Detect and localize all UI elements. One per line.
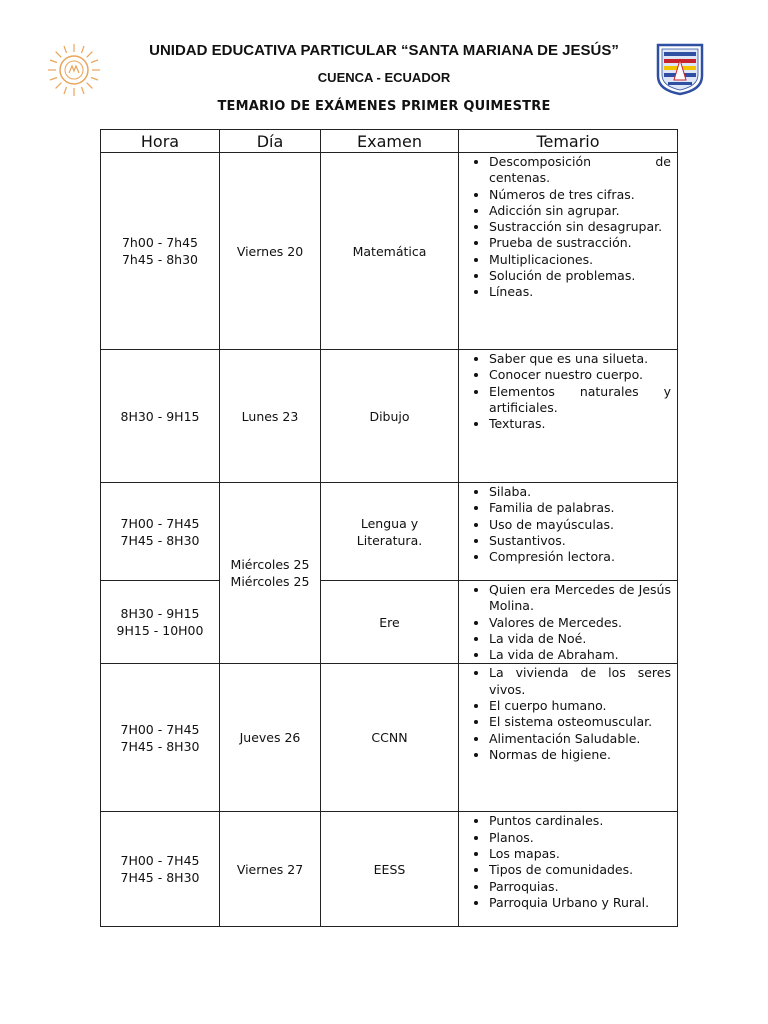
temario-item: • El sistema osteomuscular.: [489, 714, 671, 730]
temario-cell: [459, 350, 678, 483]
examen-text: Matemática: [352, 243, 427, 259]
dia-cell: [220, 664, 321, 812]
temario-item: • Normas de higiene.: [489, 747, 671, 763]
temario-item: • Prueba de sustracción.: [489, 235, 671, 251]
table-row: [101, 812, 678, 927]
examen-cell: [321, 350, 459, 483]
page-title: TEMARIO DE EXÁMENES PRIMER QUIMESTRE: [217, 99, 551, 114]
hora-text: 7H00 - 7H45: [120, 853, 200, 869]
column-header-examen: Examen: [321, 130, 459, 153]
temario-item: • Elementos naturales y artificiales.: [489, 384, 671, 417]
hora-cell: [101, 812, 220, 927]
dia-text: Viernes 20: [236, 243, 304, 259]
hora-text: 9H15 - 10H00: [116, 623, 204, 639]
hora-cell: [101, 350, 220, 483]
temario-item: • Alimentación Saludable.: [489, 731, 671, 747]
dia-cell: [220, 812, 321, 927]
examen-text: Dibujo: [369, 408, 410, 424]
temario-list: [465, 484, 671, 565]
school-name: UNIDAD EDUCATIVA PARTICULAR “SANTA MARIANA DE JESÚS”: [149, 42, 619, 59]
temario-list: [465, 154, 671, 301]
temario-cell: [459, 483, 678, 581]
examen-cell: [321, 581, 459, 664]
hora-text: 7h00 - 7h45: [121, 235, 199, 250]
examen-cell: [321, 153, 459, 350]
temario-cell: [459, 664, 678, 812]
hora-text: 7H45 - 8H30: [120, 870, 200, 886]
temario-item: • Uso de mayúsculas.: [489, 517, 671, 533]
temario-item: • Familia de palabras.: [489, 500, 671, 516]
hora-text: 7H45 - 8H30: [120, 532, 200, 548]
temario-item: • Conocer nuestro cuerpo.: [489, 367, 671, 383]
dia-cell: [220, 483, 321, 664]
hora-text: 7H00 - 7H45: [120, 721, 200, 737]
temario-item: • El cuerpo humano.: [489, 698, 671, 714]
hora-cell: [101, 581, 220, 664]
temario-item: • Líneas.: [489, 284, 671, 300]
table-header-row: [101, 130, 678, 153]
hora-text: 8H30 - 9H15: [120, 606, 200, 622]
exam-schedule-table: [100, 129, 678, 927]
hora-text: 7h45 - 8h30: [121, 252, 199, 267]
dia-text: Miércoles 25: [230, 574, 310, 590]
temario-list: [465, 351, 671, 432]
temario-item: • La vida de Abraham.: [489, 647, 671, 663]
dia-text: Viernes 27: [236, 861, 304, 877]
dia-text: Lunes 23: [241, 408, 299, 424]
examen-text: Lengua y: [360, 515, 419, 531]
temario-item: • Parroquia Urbano y Rural.: [489, 895, 671, 911]
dia-text: Jueves 26: [239, 730, 301, 746]
table-row: [101, 153, 678, 350]
dia-text: Miércoles 25: [230, 557, 310, 573]
school-crest-logo: [655, 42, 705, 96]
hora-text: 7H45 - 8H30: [120, 738, 200, 754]
column-header-hora: Hora: [101, 130, 220, 153]
examen-text: CCNN: [371, 730, 408, 746]
temario-item: • Solución de problemas.: [489, 268, 671, 284]
examen-cell: [321, 812, 459, 927]
examen-text: Ere: [379, 614, 400, 630]
hora-cell: [101, 483, 220, 581]
temario-item: • Texturas.: [489, 416, 671, 432]
document-header: [0, 0, 768, 128]
temario-item: • Puntos cardinales.: [489, 813, 671, 829]
examen-cell: [321, 483, 459, 581]
temario-cell: [459, 812, 678, 927]
temario-item: • Los mapas.: [489, 846, 671, 862]
temario-item: • Planos.: [489, 830, 671, 846]
temario-list: [465, 665, 671, 763]
temario-cell: [459, 581, 678, 664]
column-header-dia: Día: [220, 130, 321, 153]
temario-item: • Silaba.: [489, 484, 671, 500]
temario-item: • Sustantivos.: [489, 533, 671, 549]
table-row: [101, 581, 678, 664]
hora-cell: [101, 153, 220, 350]
examen-text: EESS: [373, 861, 406, 877]
table-row: [101, 664, 678, 812]
table-row: [101, 483, 678, 581]
temario-item: • Descomposición de centenas.: [489, 154, 671, 187]
dia-cell: [220, 153, 321, 350]
temario-list: [465, 582, 671, 663]
temario-item: • Tipos de comunidades.: [489, 862, 671, 878]
hora-cell: [101, 664, 220, 812]
temario-item: • Saber que es una silueta.: [489, 351, 671, 367]
temario-item: • Valores de Mercedes.: [489, 615, 671, 631]
examen-text: Literatura.: [356, 532, 423, 548]
temario-item: • La vivienda de los seres vivos.: [489, 665, 671, 698]
temario-item: • Parroquias.: [489, 879, 671, 895]
city-location: CUENCA - ECUADOR: [317, 70, 451, 85]
hora-text: 8H30 - 9H15: [120, 408, 200, 424]
temario-item: • Quien era Mercedes de Jesús Molina.: [489, 582, 671, 615]
examen-cell: [321, 664, 459, 812]
temario-item: • Números de tres cifras.: [489, 187, 671, 203]
table-row: [101, 350, 678, 483]
temario-item: • Sustracción sin desagrupar.: [489, 219, 671, 235]
dia-cell: [220, 350, 321, 483]
temario-item: • Adicción sin agrupar.: [489, 203, 671, 219]
temario-list: [465, 813, 671, 911]
column-header-temario: Temario: [459, 130, 678, 153]
hora-text: 7H00 - 7H45: [120, 515, 200, 531]
temario-cell: [459, 153, 678, 350]
temario-item: • Multiplicaciones.: [489, 252, 671, 268]
temario-item: • La vida de Noé.: [489, 631, 671, 647]
temario-item: • Compresión lectora.: [489, 549, 671, 565]
